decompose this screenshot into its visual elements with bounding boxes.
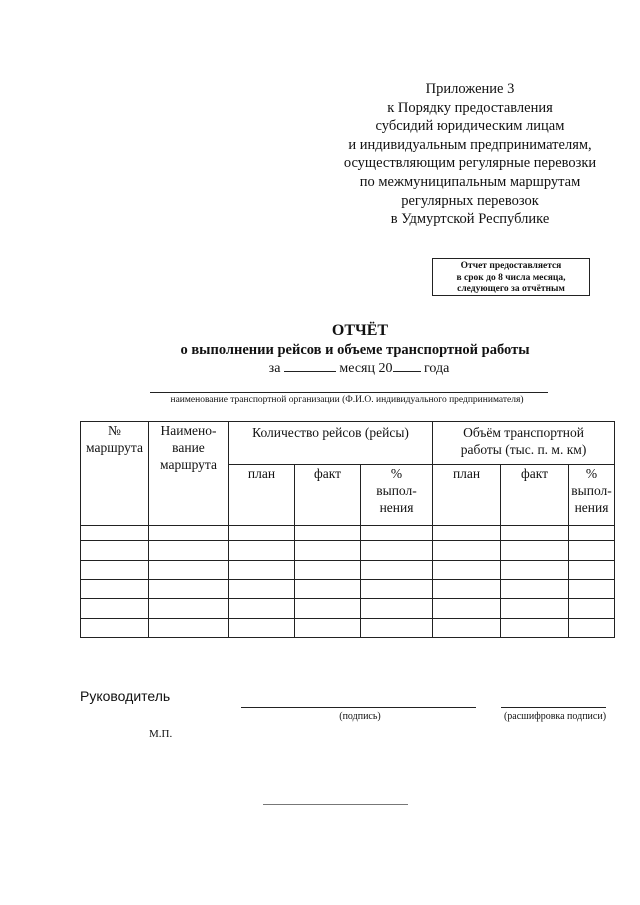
header-text: вание <box>172 440 205 455</box>
subheader-volume-plan <box>433 464 501 525</box>
table-cell[interactable] <box>295 579 361 598</box>
appendix-line: Приложение 3 <box>425 81 515 97</box>
period-prefix: за <box>268 361 281 376</box>
table-cell[interactable] <box>361 579 433 598</box>
header-text: нения <box>574 499 609 515</box>
table-cell[interactable] <box>149 599 229 618</box>
header-text: Количество рейсов (рейсы) <box>252 425 409 440</box>
table-cell[interactable] <box>361 560 433 579</box>
header-route-name <box>149 422 229 526</box>
subheader-trips-fact <box>295 464 361 525</box>
subheader-trips-percent <box>361 464 433 525</box>
table-cell[interactable] <box>149 618 229 637</box>
table-cell[interactable] <box>149 579 229 598</box>
appendix-line: осуществляющим регулярные перевозки <box>343 155 597 172</box>
period-suffix: года <box>424 361 450 376</box>
table-cell[interactable] <box>229 525 295 540</box>
notice-line: следующего за отчётным <box>457 284 565 294</box>
header-trips <box>229 422 433 465</box>
signature-decode-caption: (расшифровка подписи) <box>503 711 607 722</box>
header-text: план <box>247 465 276 481</box>
stamp-label: М.П. <box>149 728 173 740</box>
table-cell[interactable] <box>229 560 295 579</box>
table-cell[interactable] <box>433 599 501 618</box>
deadline-notice-box <box>432 258 590 296</box>
header-text: нения <box>379 499 414 515</box>
table-cell[interactable] <box>81 618 149 637</box>
header-text: маршрута <box>86 440 143 455</box>
table-cell[interactable] <box>569 579 615 598</box>
table-row <box>81 599 615 618</box>
subheader-volume-percent <box>569 464 615 525</box>
appendix-header <box>300 80 640 229</box>
signature-line[interactable] <box>241 707 476 708</box>
month-blank-field[interactable] <box>284 359 336 372</box>
table-cell[interactable] <box>81 560 149 579</box>
header-volume <box>433 422 615 465</box>
subheader-volume-fact <box>501 464 569 525</box>
table-cell[interactable] <box>361 618 433 637</box>
table-cell[interactable] <box>501 579 569 598</box>
subheader-trips-plan <box>229 464 295 525</box>
table-cell[interactable] <box>501 599 569 618</box>
notice-line: Отчет предоставляется <box>460 261 562 271</box>
table-row <box>81 618 615 637</box>
organization-caption: наименование транспортной организации (Ф.И.О. индивидуального предпринимателя) <box>170 395 524 405</box>
header-text: % <box>390 465 403 481</box>
table-cell[interactable] <box>295 525 361 540</box>
table-cell[interactable] <box>295 541 361 560</box>
appendix-line: в Удмуртской Республике <box>390 211 550 228</box>
report-title: ОТЧЁТ <box>331 322 389 339</box>
table-cell[interactable] <box>81 579 149 598</box>
table-cell[interactable] <box>149 541 229 560</box>
table-cell[interactable] <box>501 560 569 579</box>
table-cell[interactable] <box>81 541 149 560</box>
table-cell[interactable] <box>433 560 501 579</box>
report-subtitle: о выполнении рейсов и объеме транспортной работы <box>180 342 530 358</box>
report-period <box>0 359 640 377</box>
notice-line: в срок до 8 числа месяца, <box>456 272 566 283</box>
table-cell[interactable] <box>149 525 229 540</box>
header-text: маршрута <box>160 457 217 472</box>
appendix-line: по межмуниципальным маршрутам <box>359 173 581 190</box>
table-row <box>81 541 615 560</box>
appendix-line: субсидий юридическим лицам <box>375 118 565 135</box>
table-cell[interactable] <box>569 541 615 560</box>
header-text: факт <box>313 465 342 481</box>
table-cell[interactable] <box>501 618 569 637</box>
table-cell[interactable] <box>81 599 149 618</box>
table-cell[interactable] <box>81 525 149 540</box>
appendix-line: и индивидуальным предпринимателям, <box>348 136 592 153</box>
table-cell[interactable] <box>295 599 361 618</box>
signature-decode-line[interactable] <box>501 707 606 708</box>
table-row <box>81 560 615 579</box>
appendix-line: к Порядку предоставления <box>387 99 553 116</box>
table-cell[interactable] <box>229 618 295 637</box>
report-table <box>80 421 615 638</box>
header-text: выпол- <box>376 482 417 498</box>
header-text: Объём транспортной <box>463 425 584 440</box>
period-month: месяц 20 <box>339 361 393 376</box>
table-cell[interactable] <box>149 560 229 579</box>
table-cell[interactable] <box>501 541 569 560</box>
table-cell[interactable] <box>361 541 433 560</box>
table-cell[interactable] <box>433 541 501 560</box>
header-text: Наимено- <box>160 423 217 438</box>
table-cell[interactable] <box>569 618 615 637</box>
table-cell[interactable] <box>569 525 615 540</box>
head-label: Руководитель <box>80 688 171 704</box>
header-text: выпол- <box>571 482 612 498</box>
table-cell[interactable] <box>433 525 501 540</box>
header-text: работы (тыс. п. м. км) <box>460 442 587 457</box>
organization-name-line[interactable] <box>150 392 548 393</box>
table-cell[interactable] <box>569 599 615 618</box>
table-cell[interactable] <box>361 599 433 618</box>
table-cell[interactable] <box>433 579 501 598</box>
header-route-number <box>81 422 149 526</box>
table-cell[interactable] <box>569 560 615 579</box>
appendix-line: регулярных перевозок <box>401 192 539 209</box>
year-blank-field[interactable] <box>393 359 421 372</box>
table-cell[interactable] <box>229 599 295 618</box>
table-row <box>81 579 615 598</box>
table-cell[interactable] <box>433 618 501 637</box>
footer-separator <box>263 804 408 805</box>
table-cell[interactable] <box>229 541 295 560</box>
header-text: № <box>108 423 121 438</box>
table-cell[interactable] <box>295 560 361 579</box>
table-cell[interactable] <box>295 618 361 637</box>
table-cell[interactable] <box>361 525 433 540</box>
table-cell[interactable] <box>229 579 295 598</box>
header-text: % <box>585 465 598 481</box>
header-text: план <box>452 465 481 481</box>
table-row <box>81 525 615 540</box>
table-cell[interactable] <box>501 525 569 540</box>
signature-caption: (подпись) <box>339 711 381 722</box>
header-text: факт <box>521 465 549 481</box>
